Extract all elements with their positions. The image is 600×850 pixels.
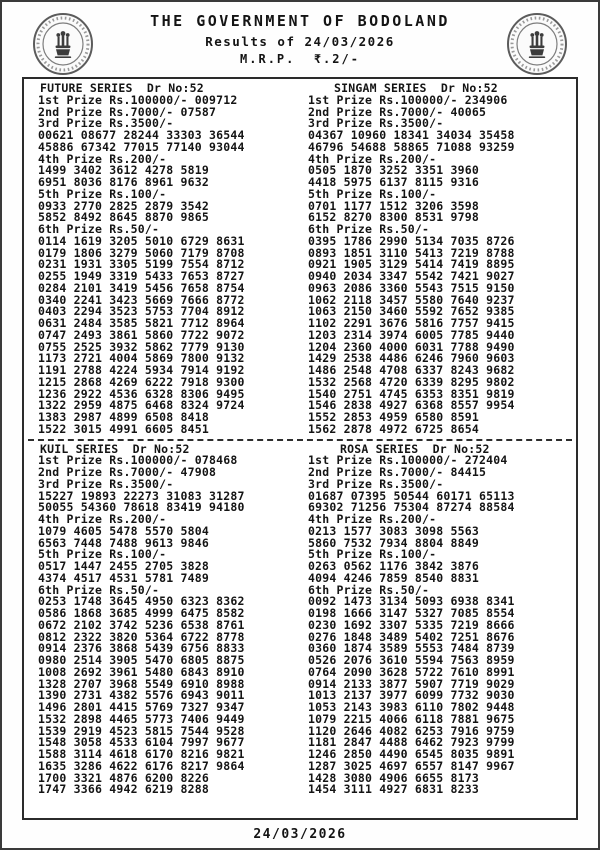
series-title: ROSA SERIES Dr No:52	[340, 441, 490, 456]
winning-numbers-row: 04367 10960 18341 34034 35458	[308, 128, 515, 142]
bottom-section	[24, 441, 576, 797]
winning-numbers-row: 00621 08677 28244 33303 36544	[38, 128, 245, 142]
series-title: KUIL SERIES Dr No:52	[40, 441, 190, 456]
second-prize-line: 2nd Prize Rs.7000/- 07587	[38, 104, 217, 119]
first-prize-line: 1st Prize Rs.100000/- 009712	[38, 92, 238, 107]
series-kuil	[24, 441, 300, 797]
winning-numbers-row: 46796 54688 58865 71088 93259	[308, 139, 515, 154]
winning-numbers-row: 0631 2484 3585 5821 7712 8964	[38, 316, 245, 330]
winning-numbers-row: 1079 4605 5478 5570 5804	[38, 523, 209, 538]
winning-numbers-row: 1173 2721 4004 5869 7800 9132	[38, 351, 245, 366]
winning-numbers-row: 0747 2493 3861 5860 7722 9072	[38, 327, 245, 342]
page-header	[2, 2, 598, 76]
winning-numbers-row: 0179 1806 3279 5060 7179 8708	[38, 245, 245, 260]
header-text-block	[94, 10, 506, 66]
winning-numbers-row: 45886 67342 77015 77140 93044	[38, 139, 245, 154]
winning-numbers-row: 1499 3402 3612 4278 5819	[38, 163, 209, 178]
winning-numbers-row: 50055 54360 78618 83419 94180	[38, 500, 245, 515]
winning-numbers-row: 1079 2215 4066 6118 7881 9675	[308, 711, 515, 726]
winning-numbers-row: 1053 2143 3983 6110 7802 9448	[308, 700, 515, 714]
winning-numbers-row: 1287 3025 4697 6557 8147 9967	[308, 758, 515, 773]
winning-numbers-row: 0395 1786 2990 5134 7035 8726	[308, 233, 515, 248]
winning-numbers-row: 0255 1949 3319 5433 7653 8727	[38, 269, 245, 283]
winning-numbers-row: 1496 2801 4415 5769 7327 9347	[38, 700, 245, 714]
winning-numbers-row: 5860 7532 7934 8804 8849	[308, 535, 479, 550]
series-singam	[300, 83, 576, 436]
mrp-line: M.R.P. ₹.2/-	[240, 52, 360, 66]
winning-numbers-row: 1236 2922 4536 6328 8306 9495	[38, 386, 245, 401]
winning-numbers-row: 1635 3286 4622 6176 8217 9864	[38, 758, 245, 773]
winning-numbers-row: 6563 7448 7488 9613 9846	[38, 535, 209, 550]
series-title: SINGAM SERIES Dr No:52	[334, 81, 498, 95]
winning-numbers-row: 6951 8036 8176 8961 9632	[38, 175, 209, 189]
winning-numbers-row: 1181 2847 4488 6462 7923 9799	[308, 735, 515, 750]
winning-numbers-row: 1013 2137 3977 6099 7732 9030	[308, 688, 515, 703]
second-prize-line: 2nd Prize Rs.7000/- 84415	[308, 465, 487, 479]
winning-numbers-row: 1546 2838 4927 6368 8557 9954	[308, 398, 515, 413]
winning-numbers-row: 1063 2150 3460 5592 7652 9385	[308, 304, 515, 319]
winning-numbers-row: 1102 2291 3676 5816 7757 9415	[308, 316, 515, 330]
winning-numbers-row: 4374 4517 4531 5781 7489	[38, 570, 209, 585]
winning-numbers-row: 1429 2538 4486 6246 7960 9603	[308, 351, 515, 366]
winning-numbers-row: 1588 3114 4618 6170 8216 9821	[38, 747, 245, 761]
footer-date: 24/03/2026	[253, 827, 347, 842]
first-prize-line: 1st Prize Rs.100000/- 234906	[308, 92, 508, 107]
winning-numbers-row: 1322 2959 4875 6468 8324 9724	[38, 398, 245, 413]
prize-tier-label: 3rd Prize Rs.3500/-	[308, 116, 444, 131]
winning-numbers-row: 0933 2770 2825 2879 3542	[38, 198, 209, 213]
winning-numbers-row: 1532 2568 4720 6339 8295 9802	[308, 374, 515, 389]
winning-numbers-row: 1454 3111 4927 6831 8233	[308, 782, 479, 797]
winning-numbers-row: 0253 1748 3645 4950 6323 8362	[38, 594, 245, 609]
prize-tier-label: 6th Prize Rs.50/-	[38, 582, 160, 597]
winning-numbers-row: 0893 1851 3110 5413 7219 8788	[308, 245, 515, 260]
winning-numbers-row: 1562 2878 4972 6725 8654	[308, 421, 479, 436]
prize-tier-label: 5th Prize Rs.100/-	[38, 547, 167, 562]
winning-numbers-row: 0213 1577 3083 3098 5563	[308, 523, 479, 538]
prize-tier-label: 6th Prize Rs.50/-	[38, 222, 160, 236]
winning-numbers-row: 0230 1692 3307 5335 7219 8666	[308, 617, 515, 632]
winning-numbers-row: 1008 2692 3961 5480 6843 8910	[38, 664, 245, 679]
winning-numbers-row: 0963 2086 3360 5543 7515 9150	[308, 280, 515, 295]
page-title: THE GOVERNMENT OF BODOLAND	[150, 12, 450, 30]
winning-numbers-row: 0092 1473 3134 5093 6938 8341	[308, 594, 515, 609]
winning-numbers-row: 1204 2360 4000 6031 7788 9490	[308, 339, 515, 354]
series-title: FUTURE SERIES Dr No:52	[40, 81, 204, 95]
winning-numbers-row: 69302 71256 75304 87274 88584	[308, 500, 515, 515]
winning-numbers-row: 01687 07395 50544 60171 65113	[308, 488, 515, 503]
results-date-line: Results of 24/03/2026	[205, 34, 395, 49]
winning-numbers-row: 0921 1905 3129 5414 7419 8895	[308, 257, 515, 272]
prize-tier-label: 5th Prize Rs.100/-	[308, 186, 437, 201]
prize-tier-label: 5th Prize Rs.100/-	[38, 186, 167, 201]
winning-numbers-row: 0263 0562 1176 3842 3876	[308, 559, 479, 573]
prize-tier-label: 4th Prize Rs.200/-	[38, 151, 167, 166]
winning-numbers-row: 0586 1868 3685 4999 6475 8582	[38, 606, 245, 620]
winning-numbers-row: 1203 2314 3974 6005 7785 9440	[308, 327, 515, 342]
prize-tier-label: 3rd Prize Rs.3500/-	[38, 476, 174, 491]
winning-numbers-row: 1191 2788 4224 5934 7914 9192	[38, 363, 245, 377]
second-prize-line: 2nd Prize Rs.7000/- 47908	[38, 465, 217, 479]
winning-numbers-row: 1540 2751 4745 6353 8351 9819	[308, 386, 515, 401]
winning-numbers-row: 1552 2853 4959 6580 8591	[308, 410, 479, 424]
winning-numbers-row: 1700 3321 4876 6200 8226	[38, 770, 209, 785]
winning-numbers-row: 0231 1931 3305 5199 7554 8712	[38, 257, 245, 272]
prize-tier-label: 6th Prize Rs.50/-	[308, 222, 430, 236]
winning-numbers-row: 0914 2133 3877 5907 7719 9029	[308, 676, 515, 691]
section-divider	[28, 439, 572, 441]
prize-tier-label: 4th Prize Rs.200/-	[308, 151, 437, 166]
government-seal-icon	[32, 12, 94, 76]
winning-numbers-row: 0812 2322 3820 5364 6722 8778	[38, 629, 245, 644]
winning-numbers-row: 0764 2090 3628 5722 7610 8991	[308, 664, 515, 679]
winning-numbers-row: 4094 4246 7859 8540 8831	[308, 570, 479, 585]
winning-numbers-row: 0276 1848 3489 5402 7251 8676	[308, 629, 515, 644]
winning-numbers-row: 0340 2241 3423 5669 7666 8772	[38, 292, 245, 307]
series-future	[24, 83, 300, 436]
winning-numbers-row: 1390 2731 4382 5576 6943 9011	[38, 688, 245, 703]
prize-tier-label: 6th Prize Rs.50/-	[308, 582, 430, 597]
first-prize-line: 1st Prize Rs.100000/- 272404	[308, 453, 508, 468]
winning-numbers-row: 1747 3366 4942 6219 8288	[38, 782, 209, 797]
winning-numbers-row: 1548 3058 4533 6104 7997 9677	[38, 735, 245, 750]
winning-numbers-row: 1539 2919 4523 5815 7544 9528	[38, 723, 245, 738]
winning-numbers-row: 0114 1619 3205 5010 6729 8631	[38, 233, 245, 248]
winning-numbers-row: 1522 3015 4991 6605 8451	[38, 421, 209, 436]
winning-numbers-row: 1486 2548 4708 6337 8243 9682	[308, 363, 515, 377]
first-prize-line: 1st Prize Rs.100000/- 078468	[38, 453, 238, 468]
winning-numbers-row: 1428 3080 4906 6655 8173	[308, 770, 479, 785]
prize-tier-label: 3rd Prize Rs.3500/-	[308, 476, 444, 491]
winning-numbers-row: 0403 2294 3523 5753 7704 8912	[38, 304, 245, 319]
winning-numbers-row: 1246 2850 4490 6545 8035 9891	[308, 747, 515, 761]
winning-numbers-row: 0526 2076 3610 5594 7563 8959	[308, 653, 515, 667]
winning-numbers-row: 0755 2525 3932 5862 7779 9130	[38, 339, 245, 354]
results-box	[22, 77, 578, 820]
winning-numbers-row: 0980 2514 3905 5470 6805 8875	[38, 653, 245, 667]
prize-tier-label: 4th Prize Rs.200/-	[308, 512, 437, 526]
top-section	[24, 83, 576, 436]
winning-numbers-row: 6152 8270 8300 8531 9798	[308, 210, 479, 225]
winning-numbers-row: 0701 1177 1512 3206 3598	[308, 198, 479, 213]
prize-tier-label: 5th Prize Rs.100/-	[308, 547, 437, 562]
winning-numbers-row: 0360 1874 3589 5553 7484 8739	[308, 641, 515, 656]
winning-numbers-row: 15227 19893 22273 31083 31287	[38, 488, 245, 503]
government-seal-icon	[506, 12, 568, 76]
winning-numbers-row: 1532 2898 4465 5773 7406 9449	[38, 711, 245, 726]
winning-numbers-row: 0284 2101 3419 5456 7658 8754	[38, 280, 245, 295]
winning-numbers-row: 1120 2646 4082 6253 7916 9759	[308, 723, 515, 738]
winning-numbers-row: 1215 2868 4269 6222 7918 9300	[38, 374, 245, 389]
winning-numbers-row: 1383 2987 4899 6508 8418	[38, 410, 209, 424]
second-prize-line: 2nd Prize Rs.7000/- 40065	[308, 104, 487, 119]
winning-numbers-row: 0517 1447 2455 2705 3828	[38, 559, 209, 573]
winning-numbers-row: 0505 1870 3252 3351 3960	[308, 163, 479, 178]
series-rosa	[300, 441, 576, 797]
winning-numbers-row: 0914 2376 3868 5439 6756 8833	[38, 641, 245, 656]
winning-numbers-row: 5852 8492 8645 8870 9865	[38, 210, 209, 225]
winning-numbers-row: 0940 2034 3347 5542 7421 9027	[308, 269, 515, 283]
winning-numbers-row: 1062 2118 3457 5580 7640 9237	[308, 292, 515, 307]
prize-tier-label: 3rd Prize Rs.3500/-	[38, 116, 174, 131]
winning-numbers-row: 4418 5975 6137 8115 9316	[308, 175, 479, 189]
winning-numbers-row: 0672 2102 3742 5236 6538 8761	[38, 617, 245, 632]
prize-tier-label: 4th Prize Rs.200/-	[38, 512, 167, 526]
winning-numbers-row: 1328 2707 3968 5549 6910 8988	[38, 676, 245, 691]
winning-numbers-row: 0198 1666 3147 5327 7085 8554	[308, 606, 515, 620]
